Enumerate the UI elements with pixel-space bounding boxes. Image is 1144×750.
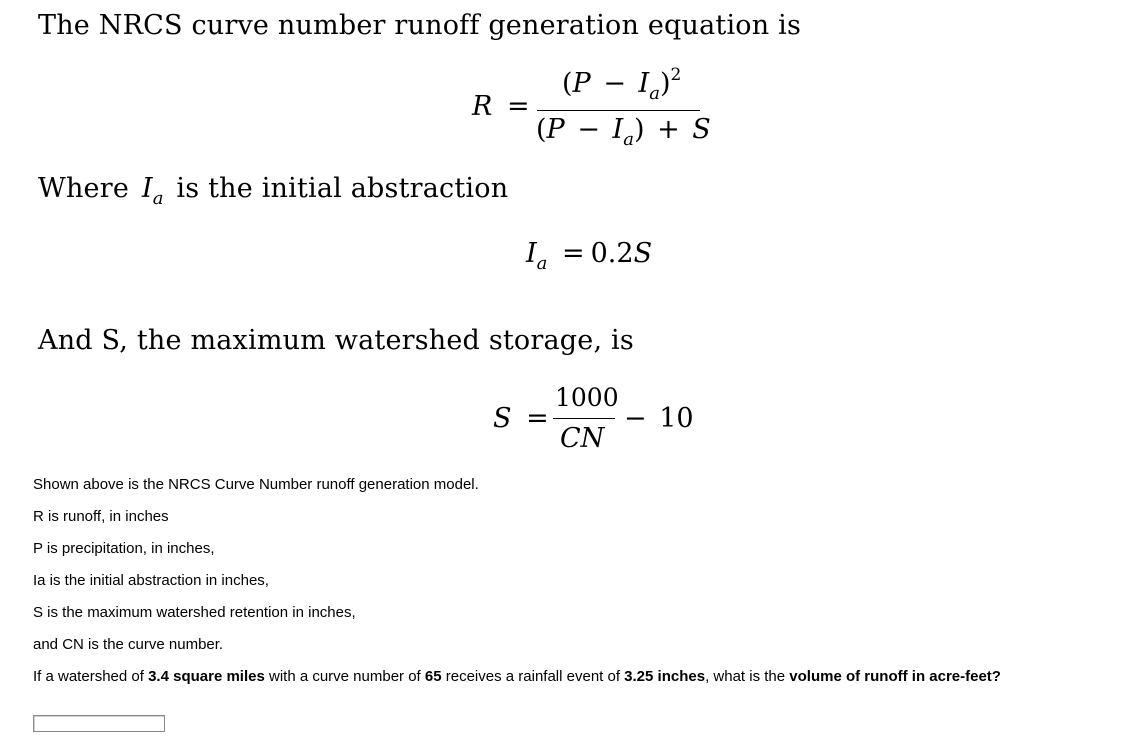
var-I: I — [638, 68, 650, 99]
subscript-a: a — [152, 188, 164, 209]
rain-value: 3.25 inches — [624, 668, 706, 685]
where-suffix: is the initial abstraction — [176, 173, 509, 204]
subscript-a: a — [536, 253, 548, 274]
area-value: 3.4 square miles — [148, 668, 265, 685]
minus-sign: − — [603, 68, 626, 99]
equals-sign: = — [526, 403, 549, 434]
var-S: S — [493, 403, 512, 434]
var-P: P — [546, 114, 565, 145]
model-description: Shown above is the NRCS Curve Number runoff generation model. — [33, 476, 479, 493]
var-CN: CN — [560, 423, 605, 454]
paren-close: ) — [659, 68, 671, 99]
storage-numerator: 1000 — [555, 383, 619, 412]
answer-input[interactable] — [33, 715, 165, 732]
runoff-equation-lhs — [472, 91, 530, 122]
exponent: 2 — [670, 65, 682, 85]
definition-P: P is precipitation, in inches, — [33, 540, 215, 557]
definition-R: R is runoff, in inches — [33, 508, 169, 525]
storage-equation-lhs — [493, 403, 549, 434]
runoff-fraction-bar — [537, 110, 700, 111]
paren-open: ( — [562, 68, 573, 99]
definition-Ia: Ia is the initial abstraction in inches, — [33, 572, 269, 589]
coefficient: 0.2 — [590, 238, 634, 269]
storage-line: And S, the maximum watershed storage, is — [38, 325, 634, 356]
where-line — [38, 173, 509, 209]
paren-open: ( — [536, 114, 547, 145]
minus-sign: − — [624, 403, 647, 434]
question-text: If a watershed of 3.4 square miles with a curve number of 65 receives a rainfall event of 3.25 inches, what is the volume of runoff in acre-feet? — [33, 668, 1001, 685]
subscript-a: a — [649, 83, 660, 104]
runoff-numerator — [562, 65, 682, 104]
storage-denominator — [560, 423, 604, 454]
equals-sign: = — [562, 238, 585, 269]
var-R: R — [472, 91, 493, 122]
question-ask: volume of runoff in acre-feet? — [789, 668, 1001, 685]
abstraction-equation — [526, 238, 653, 274]
cn-value: 65 — [424, 668, 442, 685]
storage-constant — [624, 403, 694, 434]
where-prefix: Where — [38, 173, 130, 204]
plus-sign: + — [657, 114, 680, 145]
var-I: I — [141, 173, 153, 204]
storage-fraction-bar — [553, 418, 615, 419]
var-P: P — [572, 68, 591, 99]
var-S: S — [633, 238, 653, 269]
paren-close: ) — [633, 114, 645, 145]
minus-sign: − — [577, 114, 600, 145]
var-S: S — [692, 114, 711, 145]
subscript-a: a — [623, 129, 634, 150]
definition-CN: and CN is the curve number. — [33, 636, 224, 653]
intro-line: The NRCS curve number runoff generation equation is — [38, 10, 802, 41]
definition-S: S is the maximum watershed retention in inches, — [33, 604, 356, 621]
runoff-denominator — [536, 114, 711, 150]
constant-10: 10 — [659, 403, 694, 434]
var-I: I — [612, 114, 624, 145]
equals-sign: = — [506, 91, 530, 122]
var-I: I — [526, 238, 537, 269]
